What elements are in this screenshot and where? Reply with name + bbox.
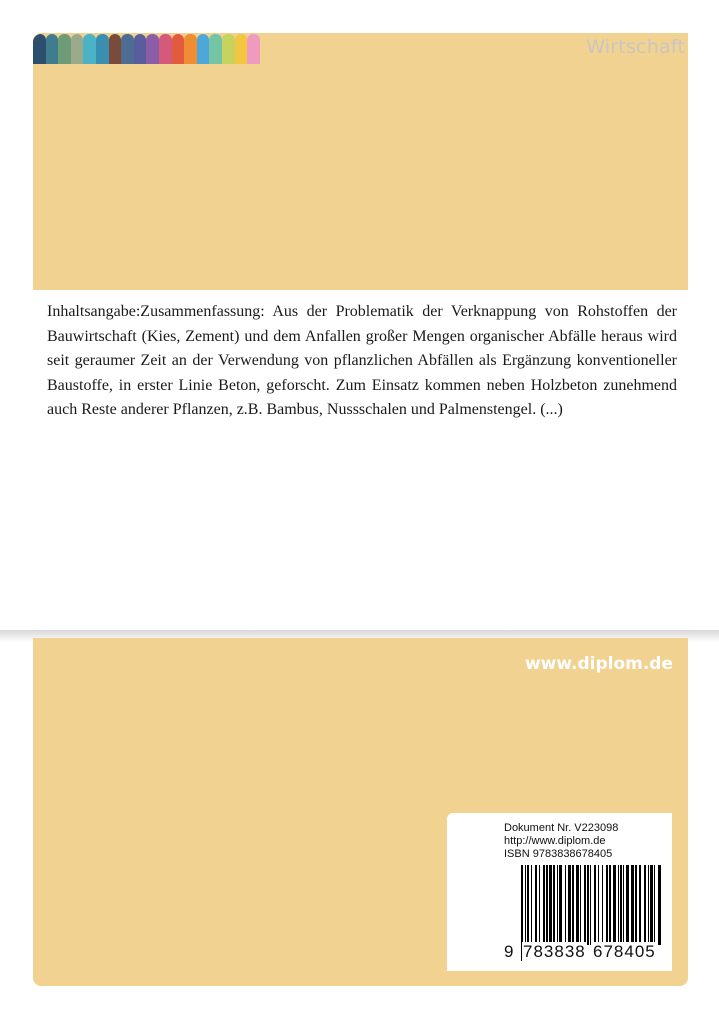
isbn-digits	[504, 942, 674, 966]
color-stripe	[197, 34, 210, 64]
color-stripe	[247, 34, 260, 64]
isbn-digit-group-1: 783838	[523, 942, 586, 961]
isbn-label: ISBN 9783838678405	[504, 848, 613, 860]
color-stripe	[134, 34, 147, 64]
category-label: Wirtschaft	[586, 36, 685, 58]
document-number: Dokument Nr. V223098	[504, 822, 619, 834]
color-stripe	[146, 34, 159, 64]
color-stripe	[46, 34, 59, 64]
barcode-box	[447, 813, 672, 971]
color-stripe	[71, 34, 84, 64]
color-stripe	[83, 34, 96, 64]
color-stripe	[222, 34, 235, 64]
isbn-digit-group-2: 678405	[593, 942, 656, 961]
color-stripe	[159, 34, 172, 64]
publisher-website: www.diplom.de	[524, 654, 673, 674]
color-stripes	[33, 34, 283, 64]
document-info	[504, 822, 618, 861]
color-stripe	[33, 34, 46, 64]
color-stripe	[121, 34, 134, 64]
color-stripe	[184, 34, 197, 64]
color-stripe	[96, 34, 109, 64]
color-stripe	[109, 34, 122, 64]
color-stripe	[58, 34, 71, 64]
color-stripe	[209, 34, 222, 64]
cover-top-panel	[33, 33, 688, 290]
color-stripe	[235, 34, 248, 64]
abstract-text: Inhaltsangabe:Zusammenfassung: Aus der Problematik der Verknappung von Rohstoffen der Bauwirtschaft (Kies, Zement) und dem Anfallen großer Mengen organischer Abfälle heraus wird seit geraumer Zeit an der Verwendung von pflanzlichen Abfällen als Ergänzung konventioneller Baustoffe, in erster Linie Beton, geforscht. Zum Einsatz kommen neben Holzbeton zunehmend auch Reste anderer Pflanzen, z.B. Bambus, Nussschalen und Palmenstengel. (...)	[47, 303, 677, 418]
color-stripe	[172, 34, 185, 64]
document-url: http://www.diplom.de	[504, 835, 606, 847]
isbn-lead-digit: 9	[504, 942, 514, 961]
